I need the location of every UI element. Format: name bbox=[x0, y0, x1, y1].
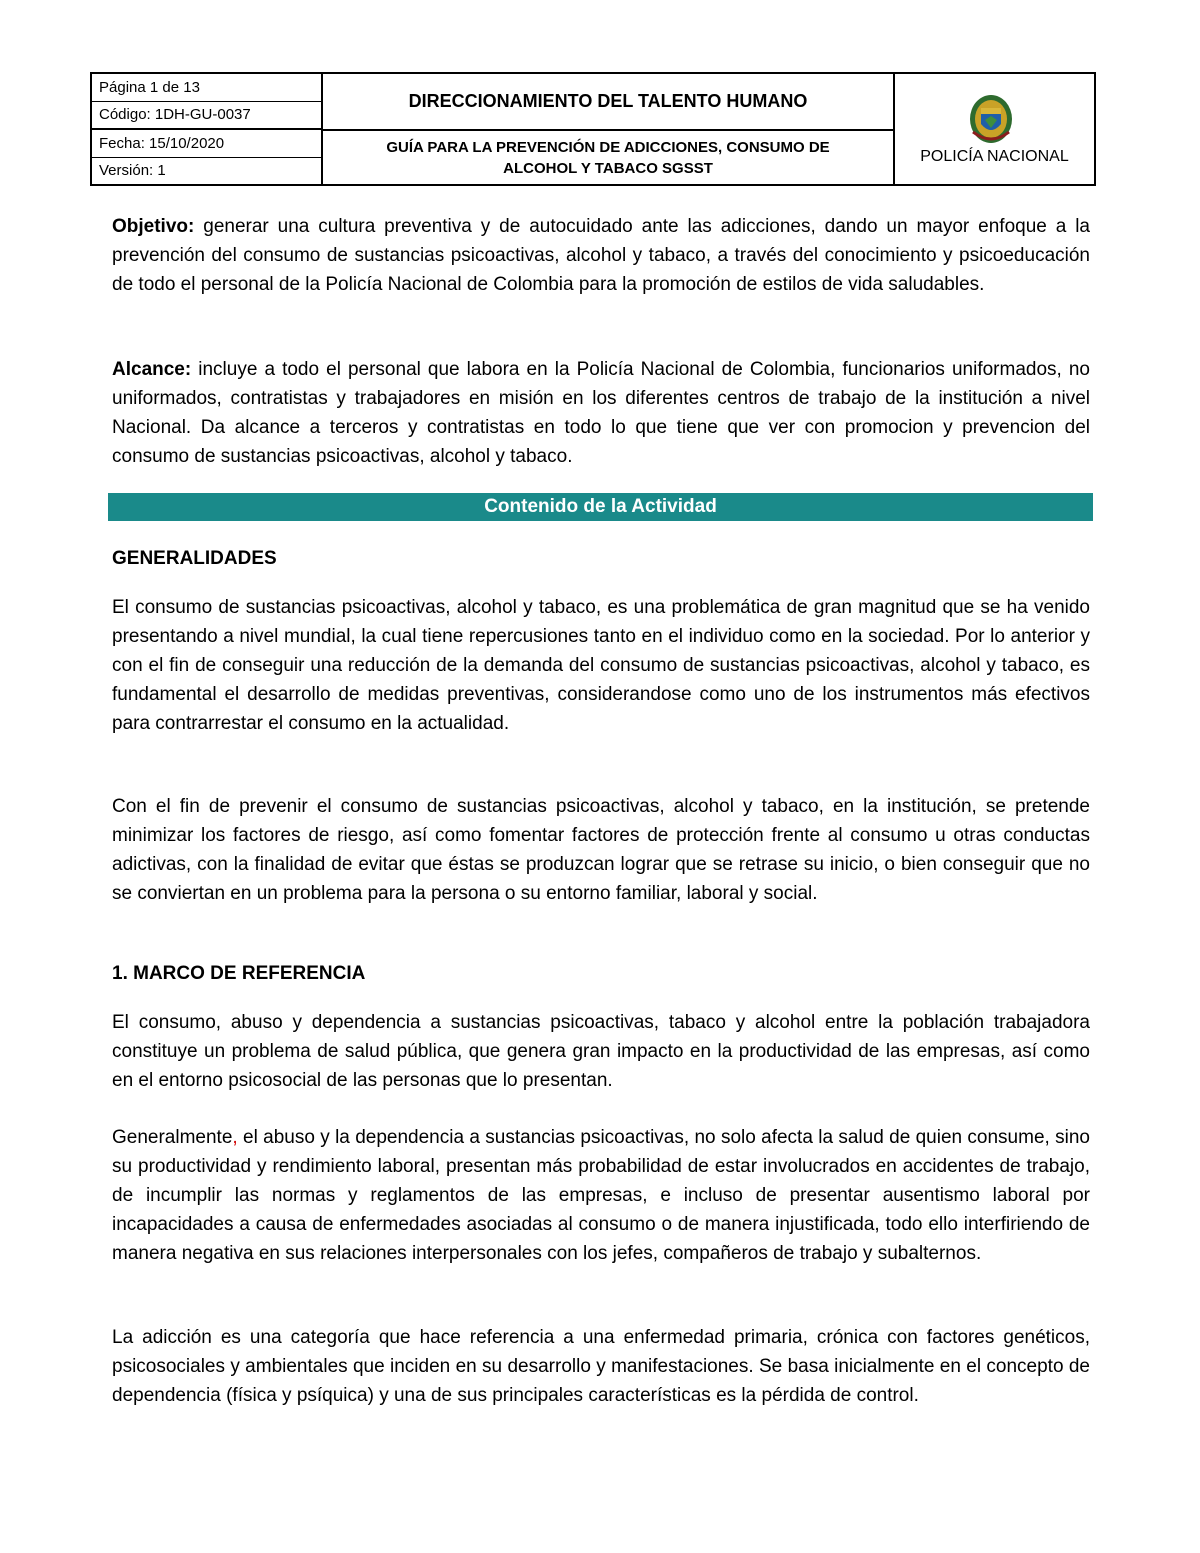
section-band: Contenido de la Actividad bbox=[108, 493, 1093, 521]
document-version: Versión: 1 bbox=[99, 162, 166, 180]
document-code: Código: 1DH-GU-0037 bbox=[92, 102, 321, 131]
generalities-paragraph-2: Con el fin de prevenir el consumo de sustancias psicoactivas, alcohol y tabaco, en la institución, se pretende minimizar los factores de riesgo, así como fomentar factores de protección frente al consumo u otras conductas adictivas, con la finalidad de evitar que éstas se produzcan lograr que se retrase su inicio, o bien conseguir que no se conviertan en un problema para la persona o su entorno familiar, laboral y social. bbox=[112, 796, 1090, 904]
document-header bbox=[90, 72, 1096, 186]
generalities-heading: GENERALIDADES bbox=[112, 548, 277, 569]
section-1-paragraph-3: La adicción es una categoría que hace referencia a una enfermedad primaria, crónica con factores genéticos, psicosociales y ambientales que inciden en su desarrollo y manifestaciones. Se basa inicialmente en el concepto de dependencia (física y psíquica) y una de sus principales características es la pérdida de control. bbox=[112, 1327, 1090, 1406]
institution-block bbox=[895, 74, 1094, 184]
paragraph-2-rest: el abuso y la dependencia a sustancias psicoactivas, no solo afecta la salud de quien consume, sino su productividad y rendimiento laboral, presentan más probabilidad de estar involucrados en accidentes de trabajo, de incumplir las normas y reglamentos de las empresas, e incluso de presentar ausentismo laboral por incapacidades a causa de enfermedades asociadas al consumo o de manera injustificada, todo ello interfiriendo de manera negativa en sus relaciones interpersonales con los jefes, compañeros de trabajo y subalternos. bbox=[112, 1127, 1090, 1264]
paragraph-2-start: Generalmente bbox=[112, 1127, 233, 1148]
highlighted-comma: , bbox=[232, 1127, 238, 1148]
document-metadata bbox=[92, 74, 323, 184]
section-1-heading: 1. MARCO DE REFERENCIA bbox=[112, 963, 366, 984]
document-date: Fecha: 15/10/2020 bbox=[92, 130, 321, 158]
institution-name: POLICÍA NACIONAL bbox=[920, 148, 1069, 165]
document-title: DIRECCIONAMIENTO DEL TALENTO HUMANO bbox=[323, 74, 893, 131]
objective-label: Objetivo: bbox=[112, 216, 195, 237]
document-subtitle: GUÍA PARA LA PREVENCIÓN DE ADICCIONES, CONSUMO DE ALCOHOL Y TABACO SGSST bbox=[386, 138, 830, 177]
section-1-paragraph-1: El consumo, abuso y dependencia a sustancias psicoactivas, tabaco y alcohol entre la población trabajadora constituye un problema de salud pública, que genera gran impacto en la productividad de las empresas, así como en el entorno psicosocial de las personas que lo presentan. bbox=[112, 1012, 1090, 1091]
section-1-paragraph-2 bbox=[112, 1123, 1090, 1268]
objective-paragraph bbox=[112, 212, 1090, 299]
scope-paragraph bbox=[112, 355, 1090, 471]
page-number: Página 1 de 13 bbox=[92, 74, 321, 102]
scope-text: incluye a todo el personal que labora en la Policía Nacional de Colombia, funcionarios uniformados, no uniformados, contratistas y trabajadores en misión en los diferentes centros de trabajo de la institución a nivel Nacional. Da alcance a terceros y contratistas en todo lo que tiene que ver con promocion y prevencion del consumo de sustancias psicoactivas, alcohol y tabaco. bbox=[112, 359, 1090, 467]
generalities-paragraph-1: El consumo de sustancias psicoactivas, alcohol y tabaco, es una problemática de gran magnitud que se ha venido presentando a nivel mundial, la cual tiene repercusiones tanto en el individuo como en la sociedad. Por lo anterior y con el fin de conseguir una reducción de la demanda del consumo de sustancias psicoactivas, alcohol y tabaco, es fundamental el desarrollo de medidas preventivas, considerandose como uno de los instrumentos más efectivos para contrarrestar el consumo en la actualidad. bbox=[112, 597, 1090, 734]
objective-text: generar una cultura preventiva y de autocuidado ante las adicciones, dando un mayor enfoque a la prevención del consumo de sustancias psicoactivas, alcohol y tabaco, a través del conocimiento y psicoeducación de todo el personal de la Policía Nacional de Colombia para la promoción de estilos de vida saludables. bbox=[112, 216, 1090, 295]
scope-label: Alcance: bbox=[112, 359, 192, 380]
police-shield-logo-icon bbox=[967, 92, 1015, 146]
document-titles bbox=[323, 74, 895, 184]
